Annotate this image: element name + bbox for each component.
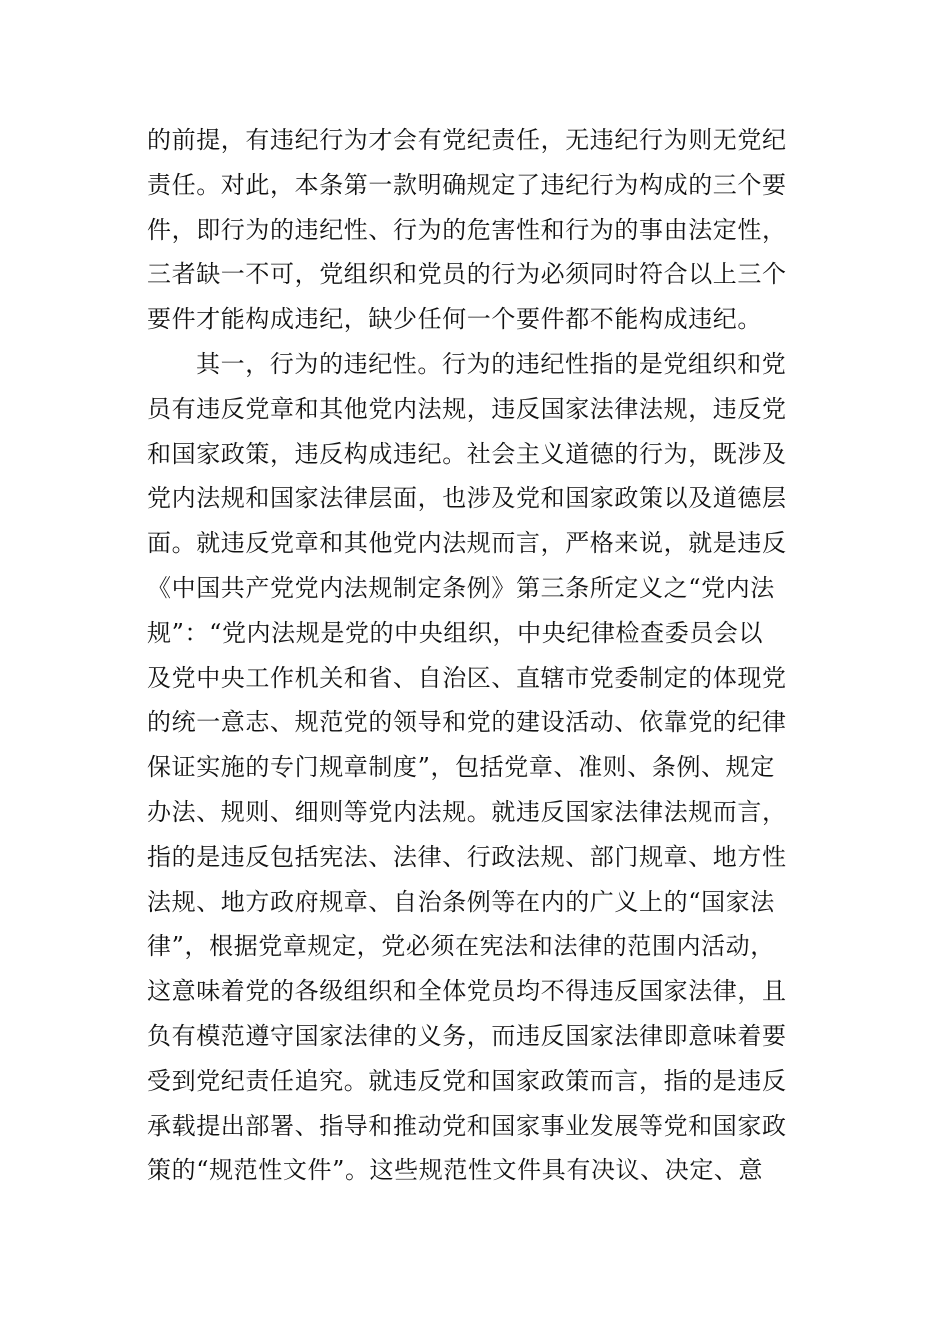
text-line: 的前提，有违纪行为才会有党纪责任，无违纪行为则无党纪: [147, 126, 787, 154]
text-line: 员有违反党章和其他党内法规，违反国家法律法规，违反党: [147, 394, 787, 423]
text-line: 件，即行为的违纪性、行为的危害性和行为的事由法定性，: [147, 215, 787, 244]
text-line: 面。就违反党章和其他党内法规而言，严格来说，就是违反: [147, 529, 787, 558]
text-line: 三者缺一不可，党组织和党员的行为必须同时符合以上三个: [147, 260, 787, 289]
text-line: 和国家政策，违反构成违纪。社会主义道德的行为，既涉及: [147, 439, 787, 468]
text-line: 及党中央工作机关和省、自治区、直辖市党委制定的体现党: [147, 663, 787, 692]
text-line: 党内法规和国家法律层面，也涉及党和国家政策以及道德层: [147, 484, 787, 513]
text-line: 承载提出部署、指导和推动党和国家事业发展等党和国家政: [147, 1111, 787, 1140]
paragraph-first-line: 其一，行为的违纪性。行为的违纪性指的是党组织和党: [196, 349, 787, 378]
text-line: 受到党纪责任追究。就违反党和国家政策而言，指的是违反: [147, 1066, 787, 1095]
text-line: 律”，根据党章规定，党必须在宪法和法律的范围内活动，: [147, 932, 775, 961]
text-line: 负有模范遵守国家法律的义务，而违反国家法律即意味着要: [147, 1021, 787, 1050]
text-line: 规”：“党内法规是党的中央组织，中央纪律检查委员会以: [147, 618, 764, 647]
text-line: 这意味着党的各级组织和全体党员均不得违反国家法律，且: [147, 977, 787, 1006]
text-line: 策的“规范性文件”。这些规范性文件具有决议、决定、意: [147, 1156, 764, 1185]
text-line: 责任。对此，本条第一款明确规定了违纪行为构成的三个要: [147, 170, 787, 199]
text-line: 法规、地方政府规章、自治条例等在内的广义上的“国家法: [147, 887, 775, 916]
text-line: 办法、规则、细则等党内法规。就违反国家法律法规而言，: [147, 797, 787, 826]
text-line: 指的是违反包括宪法、法律、行政法规、部门规章、地方性: [147, 842, 787, 871]
text-line: 保证实施的专门规章制度”，包括党章、准则、条例、规定: [147, 753, 775, 782]
body-text: [147, 118, 807, 1193]
text-line: 的统一意志、规范党的领导和党的建设活动、依靠党的纪律: [147, 708, 787, 737]
text-line: 《中国共产党党内法规制定条例》第三条所定义之“党内法: [147, 573, 775, 602]
text-line: 要件才能构成违纪，缺少任何一个要件都不能构成违纪。: [147, 305, 762, 334]
